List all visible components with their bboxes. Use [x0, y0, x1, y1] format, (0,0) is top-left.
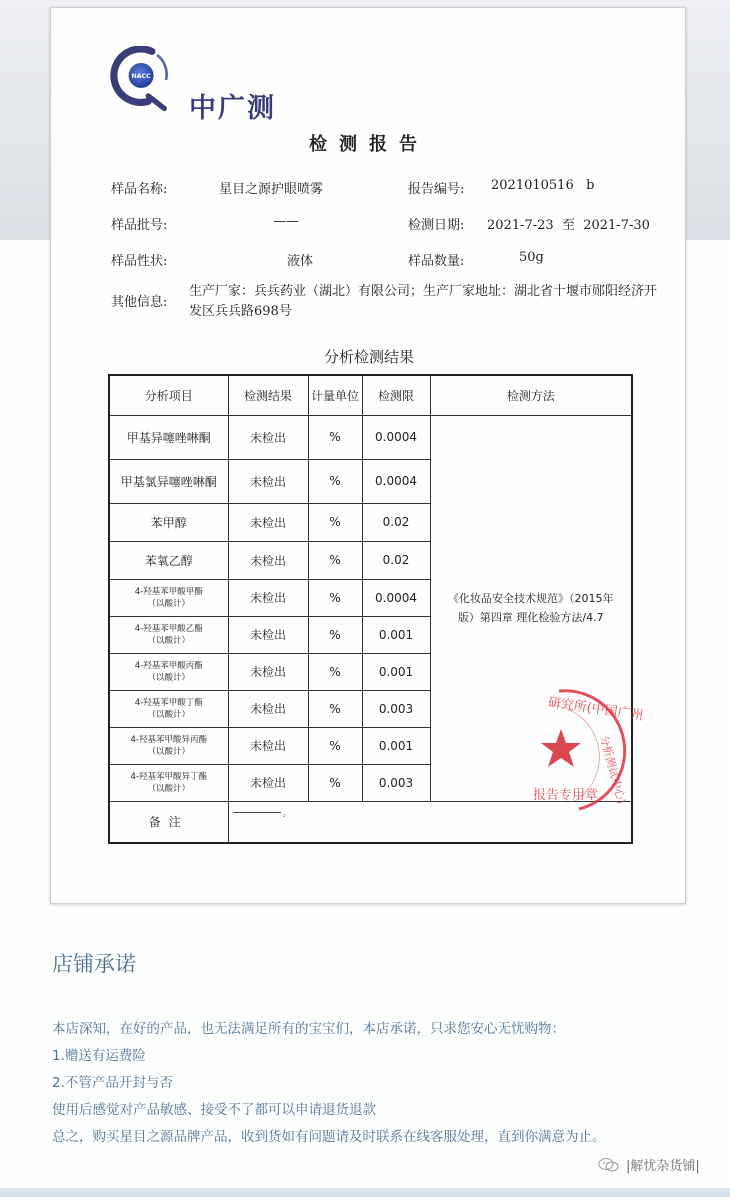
- promise-line: 本店深知，在好的产品，也无法满足所有的宝宝们，本店承诺，只求您安心无忧购物：: [52, 1021, 565, 1037]
- promise-line: 1.赠送有运费险: [52, 1048, 146, 1064]
- header-method: 检测方法: [430, 375, 632, 415]
- wechat-icon: [598, 1157, 620, 1173]
- table-header-row: [109, 375, 632, 415]
- quantity-value: 50g: [519, 250, 544, 265]
- svg-text:NACC: NACC: [131, 73, 151, 81]
- limit-cell: 0.02: [362, 541, 430, 579]
- watermark: [598, 1155, 700, 1174]
- remark-label: 备注: [109, 801, 228, 843]
- report-no-label: 报告编号:: [408, 182, 465, 197]
- quantity-label: 样品数量:: [408, 254, 465, 269]
- result-cell: 未检出: [228, 579, 308, 616]
- nacc-logo: [109, 46, 309, 126]
- sample-name-value: 星目之源护眼喷雾: [219, 182, 324, 197]
- batch-value: ——: [273, 214, 299, 229]
- unit-cell: %: [308, 459, 362, 503]
- magnifier-logo-icon: [109, 46, 175, 112]
- header-unit: 计量单位: [308, 375, 362, 415]
- unit-cell: %: [308, 690, 362, 727]
- header-limit: 检测限: [362, 375, 430, 415]
- test-report-document: [50, 7, 686, 904]
- other-info-label: 其他信息:: [111, 295, 168, 310]
- item-cell: 4-羟基苯甲酸甲酯 （以酸计）: [109, 579, 228, 616]
- report-no-value: 2021010516 b: [491, 178, 595, 193]
- promise-line: 使用后感觉对产品敏感、接受不了都可以申请退货退款: [52, 1102, 376, 1118]
- state-value: 液体: [287, 254, 314, 269]
- limit-cell: 0.001: [362, 616, 430, 653]
- item-cell: 甲基异噻唑啉酮: [109, 415, 228, 459]
- header-item: 分析项目: [109, 375, 228, 415]
- brand-name: 中广测: [189, 93, 276, 124]
- unit-cell: %: [308, 616, 362, 653]
- limit-cell: 0.02: [362, 503, 430, 541]
- svg-text:报告专用章: 报告专用章: [533, 788, 599, 803]
- limit-cell: 0.0004: [362, 459, 430, 503]
- batch-label: 样品批号:: [111, 218, 168, 233]
- result-cell: 未检出: [228, 616, 308, 653]
- unit-cell: %: [308, 503, 362, 541]
- limit-cell: 0.001: [362, 653, 430, 690]
- item-cell: 苯氧乙醇: [109, 541, 228, 579]
- store-promise-text: [52, 1016, 606, 1151]
- table-row: [109, 415, 632, 459]
- result-cell: 未检出: [228, 459, 308, 503]
- watermark-text: |解忧杂货铺|: [626, 1159, 700, 1174]
- result-cell: 未检出: [228, 653, 308, 690]
- result-cell: 未检出: [228, 764, 308, 801]
- store-promise-title: 店铺承诺: [52, 952, 136, 976]
- item-cell: 4-羟基苯甲酸乙酯 （以酸计）: [109, 616, 228, 653]
- limit-cell: 0.003: [362, 690, 430, 727]
- method-cell: 《化妆品安全技术规范》（2015年版）第四章 理化检验方法/4.7: [430, 415, 632, 801]
- results-title: 分析检测结果: [323, 348, 414, 366]
- unit-cell: %: [308, 579, 362, 616]
- result-cell: 未检出: [228, 541, 308, 579]
- header-result: 检测结果: [228, 375, 308, 415]
- item-cell: 4-羟基苯甲酸丙酯 （以酸计）: [109, 653, 228, 690]
- unit-cell: %: [308, 653, 362, 690]
- promise-line: 2.不管产品开封与否: [52, 1075, 173, 1091]
- results-table: [108, 374, 633, 844]
- limit-cell: 0.001: [362, 727, 430, 764]
- svg-text:分析测试中心): 分析测试中心): [597, 733, 628, 806]
- unit-cell: %: [308, 415, 362, 459]
- limit-cell: 0.0004: [362, 415, 430, 459]
- bottom-bar: [0, 1188, 730, 1197]
- item-cell: 苯甲醇: [109, 503, 228, 541]
- limit-cell: 0.003: [362, 764, 430, 801]
- test-date-value: 2021-7-23 至 2021-7-30: [487, 218, 650, 233]
- remark-row: [109, 801, 632, 843]
- sample-name-label: 样品名称:: [111, 182, 168, 197]
- report-title: 检测报告: [309, 134, 429, 155]
- unit-cell: %: [308, 764, 362, 801]
- result-cell: 未检出: [228, 503, 308, 541]
- item-cell: 4-羟基苯甲酸异丙酯 （以酸计）: [109, 727, 228, 764]
- remark-value: 。: [228, 801, 632, 843]
- result-cell: 未检出: [228, 690, 308, 727]
- unit-cell: %: [308, 541, 362, 579]
- item-cell: 4-羟基苯甲酸异丁酯 （以酸计）: [109, 764, 228, 801]
- limit-cell: 0.0004: [362, 579, 430, 616]
- svg-text:研究所(中国广州: 研究所(中国广州: [546, 695, 645, 724]
- item-cell: 4-羟基苯甲酸丁酯 （以酸计）: [109, 690, 228, 727]
- remark-dash: [233, 812, 281, 813]
- test-date-label: 检测日期:: [408, 218, 465, 233]
- other-info-value: 生产厂家：兵兵药业（湖北）有限公司；生产厂家地址：湖北省十堰市郧阳经济开发区兵兵路698号: [189, 284, 658, 319]
- result-cell: 未检出: [228, 727, 308, 764]
- unit-cell: %: [308, 727, 362, 764]
- item-cell: 甲基氯异噻唑啉酮: [109, 459, 228, 503]
- result-cell: 未检出: [228, 415, 308, 459]
- promise-line: 总之，购买星目之源品牌产品，收到货如有问题请及时联系在线客服处理，直到你满意为止。: [52, 1129, 606, 1145]
- state-label: 样品性状:: [111, 254, 168, 269]
